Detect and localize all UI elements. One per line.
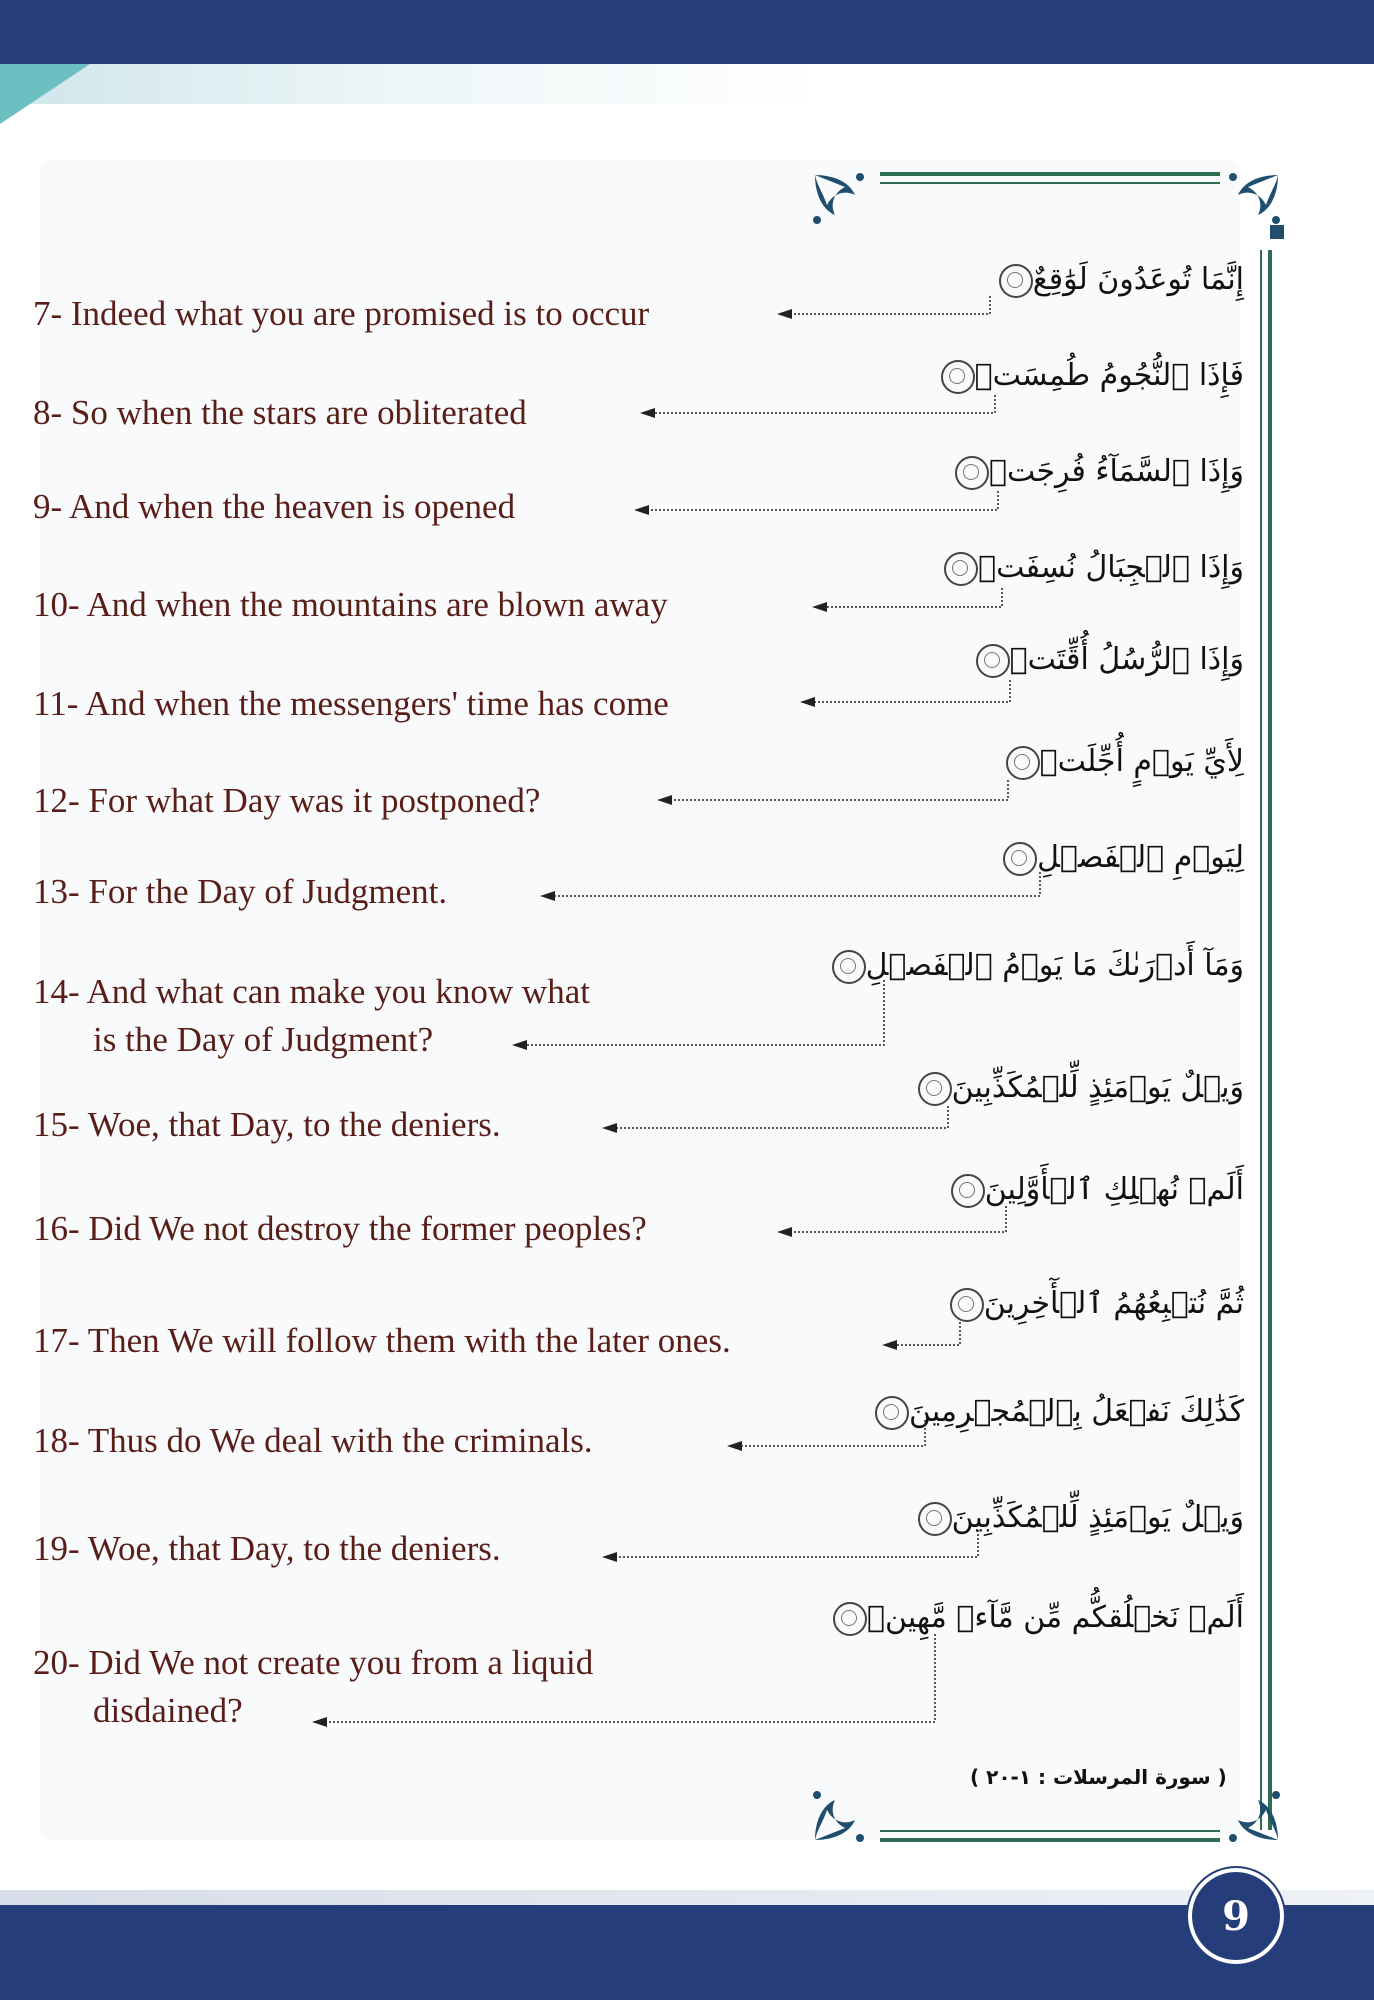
ayah-marker-icon <box>944 552 978 586</box>
english-verse-10: 10- And when the mountains are blown away <box>33 585 668 624</box>
arabic-verse-8: فَإِذَا ٱلنُّجُومُ طُمِسَتۡ <box>935 358 1244 394</box>
ayah-marker-icon <box>955 456 989 490</box>
ayah-marker-icon <box>918 1502 952 1536</box>
arabic-verse-11: وَإِذَا ٱلرُّسُلُ أُقِّتَتۡ <box>970 642 1244 678</box>
frame-right-line <box>1268 250 1272 1830</box>
ayah-marker-icon <box>832 950 866 984</box>
arabic-verse-12: لِأَيِّ يَوۡمٍ أُجِّلَتۡ <box>1000 744 1244 780</box>
arabic-verse-16: أَلَمۡ نُهۡلِكِ ٱلۡأَوَّلِينَ <box>945 1172 1244 1208</box>
arabic-verse-9: وَإِذَا ٱلسَّمَآءُ فُرِجَتۡ <box>949 454 1244 490</box>
english-verse-9: 9- And when the heaven is opened <box>33 487 516 526</box>
ayah-marker-icon <box>999 264 1033 298</box>
frame-top-line-inner <box>880 182 1220 184</box>
english-verse-20: 20- Did We not create you from a liquid <box>33 1643 594 1682</box>
ayah-marker-icon <box>875 1396 909 1430</box>
english-verse-11: 11- And when the messengers' time has come <box>33 684 669 723</box>
english-verse-19: 19- Woe, that Day, to the deniers. <box>33 1529 501 1568</box>
ayah-marker-icon <box>833 1602 867 1636</box>
ayah-marker-icon <box>1003 842 1037 876</box>
arabic-verse-15: وَيۡلٌ يَوۡمَئِذٍ لِّلۡمُكَذِّبِينَ <box>912 1070 1244 1106</box>
surah-reference: ( سورة المرسلات : ١-٢٠ ) <box>970 1765 1227 1789</box>
ayah-marker-icon <box>976 644 1010 678</box>
arabic-verse-13: لِيَوۡمِ ٱلۡفَصۡلِ <box>997 840 1244 876</box>
decorative-corner <box>0 64 90 124</box>
english-verse-18: 18- Thus do We deal with the criminals. <box>33 1421 593 1460</box>
arabic-verse-10: وَإِذَا ٱلۡجِبَالُ نُسِفَتۡ <box>938 550 1244 586</box>
english-verse-14: 14- And what can make you know what <box>33 972 590 1011</box>
english-verse-13: 13- For the Day of Judgment. <box>33 872 448 911</box>
footer-strip <box>0 1890 1374 1905</box>
header-band <box>0 0 1374 64</box>
ayah-marker-icon <box>1006 746 1040 780</box>
ayah-marker-icon <box>950 1288 984 1322</box>
footer-band <box>0 1905 1374 2000</box>
arabic-verse-17: ثُمَّ نُتۡبِعُهُمُ ٱلۡأٓخِرِينَ <box>944 1286 1244 1322</box>
arabic-verse-20: أَلَمۡ نَخۡلُقكُّم مِّن مَّآءٖ مَّهِينٖ <box>827 1600 1244 1636</box>
arabic-verse-7: إِنَّمَا تُوعَدُونَ لَوَٰقِعٌ <box>993 262 1244 298</box>
header-strip <box>0 64 1374 104</box>
english-verse-20-cont: disdained? <box>93 1691 243 1730</box>
frame-bottom-line-inner <box>880 1830 1220 1832</box>
english-verse-15: 15- Woe, that Day, to the deniers. <box>33 1105 501 1144</box>
frame-bottom-line <box>880 1838 1220 1842</box>
arabic-verse-18: كَذَٰلِكَ نَفۡعَلُ بِٱلۡمُجۡرِمِينَ <box>869 1394 1244 1430</box>
ornament-top-right-icon <box>1210 165 1288 243</box>
ayah-marker-icon <box>941 360 975 394</box>
ornament-bottom-left-icon <box>805 1772 883 1850</box>
arabic-verse-19: وَيۡلٌ يَوۡمَئِذٍ لِّلۡمُكَذِّبِينَ <box>912 1500 1244 1536</box>
frame-top-line <box>880 172 1220 176</box>
english-verse-7: 7- Indeed what you are promised is to occur <box>33 294 650 333</box>
page-number-badge: 9 <box>1188 1868 1284 1964</box>
ornament-top-left-icon <box>805 165 883 243</box>
arabic-verse-14: وَمَآ أَدۡرَىٰكَ مَا يَوۡمُ ٱلۡفَصۡلِ <box>826 948 1244 984</box>
ayah-marker-icon <box>918 1072 952 1106</box>
english-verse-17: 17- Then We will follow them with the later ones. <box>33 1321 731 1360</box>
english-verse-16: 16- Did We not destroy the former peoples? <box>33 1209 647 1248</box>
frame-right-line-inner <box>1260 250 1262 1830</box>
ayah-marker-icon <box>951 1174 985 1208</box>
english-verse-12: 12- For what Day was it postponed? <box>33 781 541 820</box>
english-verse-14-cont: is the Day of Judgment? <box>93 1020 434 1059</box>
english-verse-8: 8- So when the stars are obliterated <box>33 393 527 432</box>
